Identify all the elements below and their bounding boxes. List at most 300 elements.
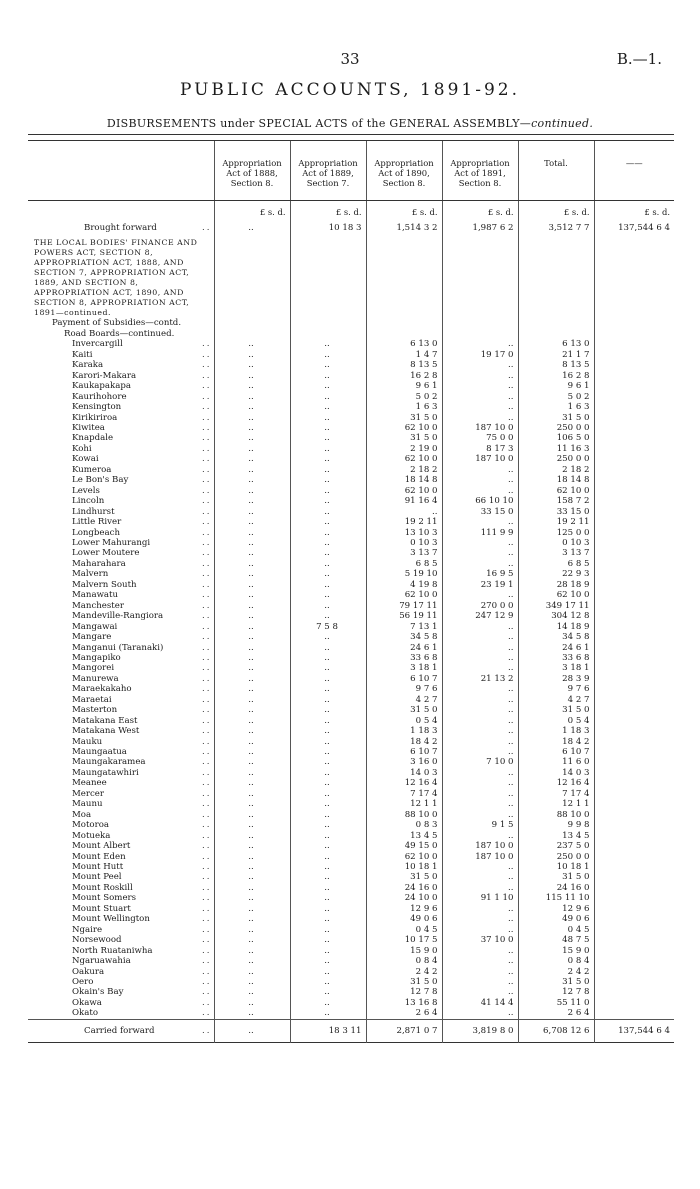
leader-dots: .. <box>202 475 212 486</box>
total-cell: 62 10 0 <box>518 486 594 496</box>
amount-cell: .. <box>214 695 290 705</box>
leader-dots: .. <box>202 632 212 643</box>
carried-forward-value: 137,544 6 4 <box>594 1019 674 1042</box>
road-board-name: Lower Moutere <box>72 548 140 559</box>
total-cell: 11 6 0 <box>518 757 594 767</box>
amount-cell: .. <box>214 548 290 558</box>
amount-cell: 3 16 0 <box>366 757 442 767</box>
road-board-name: Mount Roskill <box>72 882 133 893</box>
road-board-name: Malvern <box>72 569 109 580</box>
table-row <box>28 987 674 997</box>
table-row <box>28 883 674 893</box>
amount-cell: 1 6 3 <box>366 402 442 412</box>
leader-dots: .. <box>202 412 212 423</box>
amount-cell: .. <box>442 925 518 935</box>
amount-cell: 10 18 1 <box>366 862 442 872</box>
amount-cell: .. <box>290 643 366 653</box>
total-cell: 349 17 11 <box>518 601 594 611</box>
table-row <box>28 507 674 517</box>
amount-cell: 187 10 0 <box>442 454 518 464</box>
road-board-name: Longbeach <box>72 527 120 538</box>
page-title: PUBLIC ACCOUNTS, 1891-92. <box>179 80 521 100</box>
table-row <box>28 789 674 799</box>
amount-cell: 8 17 3 <box>442 444 518 454</box>
empty-cell <box>594 392 674 402</box>
amount-cell: .. <box>442 371 518 381</box>
amount-cell: .. <box>442 475 518 485</box>
leader-dots: .. <box>202 402 212 413</box>
amount-cell: .. <box>442 381 518 391</box>
table-row <box>28 716 674 726</box>
leader-dots: .. <box>202 611 212 622</box>
amount-cell: .. <box>442 987 518 997</box>
road-board-name: Le Bon's Bay <box>72 475 129 486</box>
unit-cell: £ s. d. <box>366 201 442 222</box>
subheading-road-boards: Road Boards—continued. <box>64 328 175 339</box>
amount-cell: .. <box>442 548 518 558</box>
column-header: —— <box>594 141 674 201</box>
amount-cell: .. <box>214 517 290 527</box>
road-board-name: Kiwitea <box>72 422 105 433</box>
leader-dots: .. <box>202 569 212 580</box>
empty-cell <box>594 496 674 506</box>
amount-cell: 34 5 8 <box>366 632 442 642</box>
amount-cell: .. <box>214 684 290 694</box>
empty-cell <box>594 904 674 914</box>
total-cell: 9 7 6 <box>518 684 594 694</box>
table-row <box>28 799 674 809</box>
leader-dots: .. <box>202 893 212 904</box>
leader-dots: .. <box>202 454 212 465</box>
table-row <box>28 653 674 663</box>
amount-cell: 3 13 7 <box>366 548 442 558</box>
total-cell: 48 7 5 <box>518 935 594 945</box>
table-row <box>28 569 674 579</box>
page-subtitle <box>0 117 700 130</box>
table-row <box>28 465 674 475</box>
amount-cell: 5 0 2 <box>366 392 442 402</box>
empty-cell <box>594 486 674 496</box>
amount-cell: .. <box>442 737 518 747</box>
amount-cell: 8 13 5 <box>366 360 442 370</box>
total-cell: 11 16 3 <box>518 444 594 454</box>
road-board-name: Lindhurst <box>72 506 115 517</box>
disbursements-table <box>28 134 674 1045</box>
amount-cell: 187 10 0 <box>442 841 518 851</box>
empty-cell <box>594 548 674 558</box>
amount-cell: .. <box>442 517 518 527</box>
amount-cell: .. <box>442 967 518 977</box>
road-board-name: Oero <box>72 977 94 987</box>
empty-cell <box>594 507 674 517</box>
amount-cell: .. <box>214 433 290 443</box>
total-cell: 6 13 0 <box>518 339 594 349</box>
amount-cell: .. <box>290 454 366 464</box>
table-row <box>28 904 674 914</box>
amount-cell: .. <box>214 611 290 621</box>
amount-cell: .. <box>214 831 290 841</box>
amount-cell: .. <box>290 778 366 788</box>
amount-cell: 31 5 0 <box>366 705 442 715</box>
total-cell: 16 2 8 <box>518 371 594 381</box>
amount-cell: .. <box>290 872 366 882</box>
road-board-name: Ngaruawahia <box>72 956 131 967</box>
total-cell: 14 0 3 <box>518 768 594 778</box>
subtitle-main: DISBURSEMENTS under SPECIAL ACTS of the GENERAL ASSEMBLY— <box>106 117 532 130</box>
table-row <box>28 831 674 841</box>
table-row <box>28 893 674 903</box>
total-cell: 18 14 8 <box>518 475 594 485</box>
empty-cell <box>594 538 674 548</box>
carried-forward-value: .. <box>214 1019 290 1042</box>
amount-cell: .. <box>442 716 518 726</box>
empty-cell <box>594 684 674 694</box>
empty-cell <box>594 987 674 997</box>
total-cell: 6 10 7 <box>518 747 594 757</box>
amount-cell: .. <box>290 433 366 443</box>
amount-cell: .. <box>290 601 366 611</box>
table-row <box>28 935 674 945</box>
amount-cell: .. <box>214 967 290 977</box>
leader-dots: .. <box>202 987 212 998</box>
amount-cell: .. <box>214 883 290 893</box>
total-cell: 5 0 2 <box>518 392 594 402</box>
leader-dots: .. <box>202 778 212 789</box>
leader-dots: .. <box>202 788 212 799</box>
amount-cell: .. <box>290 590 366 600</box>
unit-cell: £ s. d. <box>290 201 366 222</box>
road-board-name: Maraekakaho <box>72 684 132 695</box>
total-cell: 304 12 8 <box>518 611 594 621</box>
amount-cell: .. <box>290 413 366 423</box>
leader-dots: .. <box>202 767 212 778</box>
amount-cell: 247 12 9 <box>442 611 518 621</box>
amount-cell: .. <box>290 956 366 966</box>
leader-dots: .. <box>202 851 212 862</box>
amount-cell: .. <box>214 454 290 464</box>
road-board-name: Mercer <box>72 788 104 799</box>
table-row <box>28 768 674 778</box>
amount-cell: 24 10 0 <box>366 893 442 903</box>
document-reference: B.—1. <box>616 50 662 68</box>
amount-cell: .. <box>214 872 290 882</box>
amount-cell: 62 10 0 <box>366 590 442 600</box>
road-board-name: Kohi <box>72 443 92 454</box>
amount-cell: 7 10 0 <box>442 757 518 767</box>
amount-cell: .. <box>442 862 518 872</box>
amount-cell: 37 10 0 <box>442 935 518 945</box>
table-row <box>28 580 674 590</box>
leader-dots: .. <box>202 517 212 528</box>
road-board-name: Matakana East <box>72 715 138 726</box>
amount-cell: 56 19 11 <box>366 611 442 621</box>
amount-cell: .. <box>214 852 290 862</box>
amount-cell: .. <box>290 862 366 872</box>
table-row <box>28 402 674 412</box>
road-board-name: Mount Hutt <box>72 862 124 873</box>
amount-cell: .. <box>290 402 366 412</box>
amount-cell: .. <box>442 402 518 412</box>
total-cell: 6 8 5 <box>518 559 594 569</box>
amount-cell: .. <box>214 716 290 726</box>
road-board-name: Motoroa <box>72 820 110 831</box>
road-board-name: Mount Somers <box>72 893 137 904</box>
amount-cell: .. <box>442 904 518 914</box>
empty-cell <box>594 381 674 391</box>
empty-cell <box>594 371 674 381</box>
table-row <box>28 862 674 872</box>
amount-cell: .. <box>290 559 366 569</box>
empty-cell <box>594 1008 674 1019</box>
leader-dots: .. <box>202 673 212 684</box>
total-cell: 12 7 8 <box>518 987 594 997</box>
empty-cell <box>594 852 674 862</box>
amount-cell: 13 16 8 <box>366 998 442 1008</box>
amount-cell: .. <box>290 852 366 862</box>
empty-cell <box>594 695 674 705</box>
leader-dots: .. <box>202 872 212 883</box>
total-cell: 7 17 4 <box>518 789 594 799</box>
amount-cell: .. <box>214 528 290 538</box>
amount-cell: 49 15 0 <box>366 841 442 851</box>
table-row <box>28 674 674 684</box>
table-row <box>28 433 674 443</box>
leader-dots: .. <box>202 882 212 893</box>
amount-cell: 91 16 4 <box>366 496 442 506</box>
amount-cell: 111 9 9 <box>442 528 518 538</box>
empty-cell <box>594 454 674 464</box>
table-row <box>28 872 674 882</box>
total-cell: 0 8 4 <box>518 956 594 966</box>
brought-forward-value: .. <box>214 221 290 238</box>
road-board-name: Malvern South <box>72 579 137 590</box>
table-row <box>28 517 674 527</box>
amount-cell: .. <box>442 643 518 653</box>
amount-cell: .. <box>214 747 290 757</box>
road-board-name: Mangapiko <box>72 652 121 663</box>
table-row <box>28 998 674 1008</box>
total-cell: 125 0 0 <box>518 528 594 538</box>
empty-cell <box>594 663 674 673</box>
amount-cell: 14 0 3 <box>366 768 442 778</box>
table-row <box>28 747 674 757</box>
table-row <box>28 956 674 966</box>
label-column-header <box>28 141 214 201</box>
total-cell: 22 9 3 <box>518 569 594 579</box>
amount-cell: .. <box>214 1008 290 1019</box>
total-cell: 28 18 9 <box>518 580 594 590</box>
amount-cell: .. <box>290 747 366 757</box>
table-row <box>28 392 674 402</box>
amount-cell: .. <box>442 768 518 778</box>
total-cell: 10 18 1 <box>518 862 594 872</box>
leader-dots: .. <box>202 956 212 967</box>
amount-cell: 270 0 0 <box>442 601 518 611</box>
amount-cell: .. <box>214 496 290 506</box>
table-row <box>28 475 674 485</box>
amount-cell: .. <box>290 810 366 820</box>
table-row <box>28 548 674 558</box>
amount-cell: 33 6 8 <box>366 653 442 663</box>
table-row <box>28 496 674 506</box>
road-board-name: Ngaire <box>72 924 103 935</box>
column-header: Appropriation Act of 1888, Section 8. <box>214 141 290 201</box>
amount-cell: .. <box>214 862 290 872</box>
road-board-name: Mount Eden <box>72 851 126 862</box>
table-row <box>28 423 674 433</box>
empty-cell <box>594 475 674 485</box>
amount-cell: 2 19 0 <box>366 444 442 454</box>
road-board-name: Mandeville-Rangiora <box>72 611 164 622</box>
amount-cell: 16 2 8 <box>366 371 442 381</box>
brought-forward-value: 3,512 7 7 <box>518 221 594 238</box>
leader-dots: .. <box>202 339 212 350</box>
amount-cell: .. <box>442 695 518 705</box>
total-cell: 33 15 0 <box>518 507 594 517</box>
total-cell: 8 13 5 <box>518 360 594 370</box>
amount-cell: 24 6 1 <box>366 643 442 653</box>
leader-dots: .. <box>202 360 212 371</box>
road-board-name: Mangawai <box>72 621 118 632</box>
amount-cell: .. <box>442 632 518 642</box>
carried-forward-value: 2,871 0 7 <box>366 1019 442 1042</box>
leader-dots: .. <box>202 903 212 914</box>
road-board-name: Mount Stuart <box>72 903 131 914</box>
table-row <box>28 820 674 830</box>
road-board-name: Mount Peel <box>72 872 122 883</box>
amount-cell: .. <box>214 339 290 349</box>
amount-cell: .. <box>442 789 518 799</box>
leader-dots: .. <box>202 506 212 517</box>
road-board-name: Maharahara <box>72 558 126 569</box>
total-cell: 12 9 6 <box>518 904 594 914</box>
empty-cell <box>594 580 674 590</box>
leader-dots: .. <box>202 914 212 925</box>
amount-cell: .. <box>290 987 366 997</box>
amount-cell: .. <box>214 601 290 611</box>
units-row <box>28 201 674 222</box>
empty-cell <box>594 967 674 977</box>
amount-cell: .. <box>290 444 366 454</box>
amount-cell: .. <box>290 538 366 548</box>
amount-cell: 66 10 10 <box>442 496 518 506</box>
amount-cell: 2 6 4 <box>366 1008 442 1019</box>
road-board-name: Okawa <box>72 997 102 1008</box>
brought-forward-value: 137,544 6 4 <box>594 221 674 238</box>
amount-cell: .. <box>442 726 518 736</box>
amount-cell: .. <box>214 946 290 956</box>
road-board-name: Mount Wellington <box>72 914 150 925</box>
amount-cell: 2 18 2 <box>366 465 442 475</box>
leader-dots: .. <box>202 558 212 569</box>
empty-cell <box>594 674 674 684</box>
table-row <box>28 946 674 956</box>
road-board-name: Kowai <box>72 454 99 465</box>
amount-cell: 10 17 5 <box>366 935 442 945</box>
empty-cell <box>594 768 674 778</box>
leader-dots: .. <box>202 381 212 392</box>
amount-cell: .. <box>290 967 366 977</box>
amount-cell: .. <box>214 402 290 412</box>
amount-cell: 18 4 2 <box>366 737 442 747</box>
empty-cell <box>594 799 674 809</box>
amount-cell: .. <box>442 883 518 893</box>
amount-cell: 24 16 0 <box>366 883 442 893</box>
amount-cell: 33 15 0 <box>442 507 518 517</box>
amount-cell: .. <box>214 559 290 569</box>
carried-forward-value: 6,708 12 6 <box>518 1019 594 1042</box>
amount-cell: 7 5 8 <box>290 622 366 632</box>
leader-dots: .. <box>202 1008 212 1019</box>
column-header: Appropriation Act of 1891, Section 8. <box>442 141 518 201</box>
table-row <box>28 967 674 977</box>
leader-dots: .. <box>202 433 212 444</box>
amount-cell: 5 19 10 <box>366 569 442 579</box>
empty-cell <box>594 789 674 799</box>
amount-cell: .. <box>290 350 366 360</box>
leader-dots: .. <box>202 820 212 831</box>
table-row <box>28 622 674 632</box>
amount-cell: .. <box>442 339 518 349</box>
amount-cell: .. <box>442 956 518 966</box>
amount-cell: 9 6 1 <box>366 381 442 391</box>
amount-cell: .. <box>214 392 290 402</box>
amount-cell: .. <box>290 716 366 726</box>
table-row <box>28 737 674 747</box>
amount-cell: .. <box>442 360 518 370</box>
leader-dots: .. <box>202 966 212 977</box>
carried-forward-value: 3,819 8 0 <box>442 1019 518 1042</box>
total-cell: 31 5 0 <box>518 977 594 987</box>
amount-cell: .. <box>214 987 290 997</box>
road-board-name: Kirikiriroa <box>72 412 118 423</box>
table-row <box>28 684 674 694</box>
amount-cell: .. <box>442 413 518 423</box>
brought-forward-label: Brought forward <box>84 223 157 233</box>
amount-cell: .. <box>214 663 290 673</box>
amount-cell: .. <box>442 831 518 841</box>
total-cell: 88 10 0 <box>518 810 594 820</box>
amount-cell: .. <box>214 507 290 517</box>
column-header: Appropriation Act of 1889, Section 7. <box>290 141 366 201</box>
amount-cell: 4 19 8 <box>366 580 442 590</box>
amount-cell: .. <box>214 444 290 454</box>
amount-cell: .. <box>442 538 518 548</box>
total-cell: 9 9 8 <box>518 820 594 830</box>
leader-dots: .. <box>202 945 212 956</box>
total-cell: 0 4 5 <box>518 925 594 935</box>
table-row <box>28 778 674 788</box>
amount-cell: .. <box>290 548 366 558</box>
amount-cell: .. <box>214 810 290 820</box>
road-board-name: Motueka <box>72 830 111 841</box>
amount-cell: .. <box>214 737 290 747</box>
amount-cell: .. <box>214 935 290 945</box>
total-cell: 12 16 4 <box>518 778 594 788</box>
table-row <box>28 413 674 423</box>
column-header: Appropriation Act of 1890, Section 8. <box>366 141 442 201</box>
section-heading-row <box>28 238 674 318</box>
total-cell: 4 2 7 <box>518 695 594 705</box>
amount-cell: .. <box>214 925 290 935</box>
amount-cell: 62 10 0 <box>366 852 442 862</box>
amount-cell: .. <box>290 831 366 841</box>
leader-dots: .. <box>202 747 212 758</box>
leader-dots: .. <box>202 652 212 663</box>
leader-dots: .. <box>202 924 212 935</box>
amount-cell: 4 2 7 <box>366 695 442 705</box>
total-cell: 15 9 0 <box>518 946 594 956</box>
